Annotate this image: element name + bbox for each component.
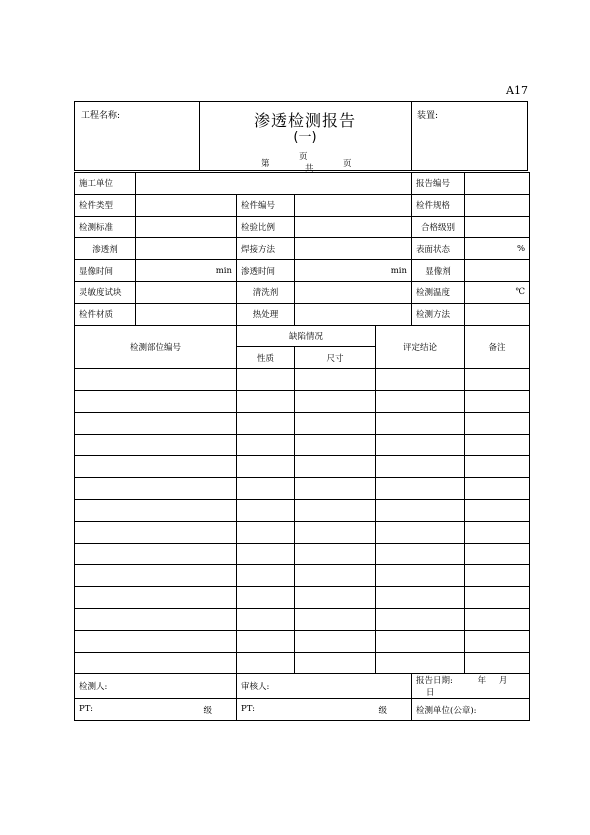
result-size-cell[interactable] (295, 652, 376, 674)
report-date-label: 报告日期: (416, 676, 453, 687)
result-row (75, 434, 530, 456)
title-cell (199, 102, 412, 174)
result-nature-cell[interactable] (237, 478, 295, 500)
result-size-cell[interactable] (295, 565, 376, 587)
result-location-cell[interactable] (75, 608, 237, 630)
report-date-cell (412, 674, 530, 699)
develop-time-label: 显像时间 (75, 260, 136, 282)
project-name-cell (75, 102, 200, 170)
result-conclusion-cell[interactable] (376, 652, 465, 674)
page-di: 第 (261, 159, 270, 169)
result-size-cell[interactable] (295, 412, 376, 434)
part-spec-label: 检件规格 (412, 194, 465, 216)
result-conclusion-cell[interactable] (376, 390, 465, 412)
result-size-cell[interactable] (295, 478, 376, 500)
result-conclusion-cell[interactable] (376, 521, 465, 543)
part-material-value[interactable] (136, 303, 237, 325)
surface-state-label: 表面状态 (412, 238, 465, 260)
date-year: 年 (477, 676, 487, 687)
report-no-label: 报告编号 (412, 173, 465, 195)
result-remark-cell[interactable] (465, 456, 530, 478)
test-unit-label: 检测单位(公章): (412, 699, 530, 721)
pt-level-2-cell (237, 699, 412, 721)
part-material-label: 检件材质 (75, 303, 136, 325)
location-no-header: 检测部位编号 (75, 325, 237, 369)
result-conclusion-cell[interactable] (376, 456, 465, 478)
level-label-2: 级 (378, 705, 388, 716)
result-remark-cell[interactable] (465, 390, 530, 412)
part-type-label: 检件类型 (75, 194, 136, 216)
result-remark-cell[interactable] (465, 652, 530, 674)
result-location-cell[interactable] (75, 390, 237, 412)
result-remark-cell[interactable] (465, 499, 530, 521)
date-month: 月 (498, 676, 508, 687)
result-row (75, 652, 530, 674)
inspection-ratio-value[interactable] (295, 216, 412, 238)
result-conclusion-cell[interactable] (376, 543, 465, 565)
penetrant-value[interactable] (136, 238, 237, 260)
pass-level-label: 合格级别 (412, 216, 465, 238)
report-subtitle: (一) (293, 130, 317, 145)
test-method-label: 检测方法 (412, 303, 465, 325)
result-nature-cell[interactable] (237, 543, 295, 565)
device-cell (411, 102, 527, 170)
size-header: 尺寸 (295, 347, 376, 369)
heat-treatment-value[interactable] (295, 303, 412, 325)
result-nature-cell[interactable] (237, 521, 295, 543)
test-method-value[interactable] (465, 303, 530, 325)
result-conclusion-cell[interactable] (376, 478, 465, 500)
test-standard-label: 检测标准 (75, 216, 136, 238)
result-location-cell[interactable] (75, 434, 237, 456)
result-remark-cell[interactable] (465, 543, 530, 565)
result-nature-cell[interactable] (237, 630, 295, 652)
result-remark-cell[interactable] (465, 565, 530, 587)
page-ye-1: 页 (299, 152, 308, 162)
part-no-value[interactable] (295, 194, 412, 216)
result-conclusion-cell[interactable] (376, 630, 465, 652)
page-gong: 共 (305, 164, 314, 174)
report-no-value[interactable] (465, 173, 530, 195)
weld-method-value[interactable] (295, 238, 412, 260)
result-conclusion-cell[interactable] (376, 608, 465, 630)
page-ye-2: 页 (343, 159, 352, 169)
remark-header: 备注 (465, 325, 530, 369)
result-row (75, 390, 530, 412)
result-size-cell[interactable] (295, 369, 376, 391)
conclusion-header: 评定结论 (376, 325, 465, 369)
surface-state-unit: % (465, 238, 530, 260)
result-size-cell[interactable] (295, 630, 376, 652)
date-day: 日 (426, 688, 435, 699)
result-conclusion-cell[interactable] (376, 369, 465, 391)
result-nature-cell[interactable] (237, 499, 295, 521)
result-size-cell[interactable] (295, 608, 376, 630)
result-location-cell[interactable] (75, 630, 237, 652)
sensitivity-block-label: 灵敏度试块 (75, 281, 136, 303)
defect-status-header: 缺陷情况 (237, 325, 376, 347)
result-remark-cell[interactable] (465, 369, 530, 391)
result-nature-cell[interactable] (237, 565, 295, 587)
result-location-cell[interactable] (75, 478, 237, 500)
penetrate-time-unit: min (295, 260, 412, 282)
result-location-cell[interactable] (75, 369, 237, 391)
construction-unit-label: 施工单位 (75, 173, 136, 195)
cleaner-label: 清洗剂 (237, 281, 295, 303)
result-size-cell[interactable] (295, 521, 376, 543)
report-header (74, 101, 528, 174)
result-row (75, 565, 530, 587)
result-row (75, 499, 530, 521)
pt-label-2: PT: (241, 703, 255, 714)
result-row (75, 369, 530, 391)
result-remark-cell[interactable] (465, 587, 530, 609)
test-temp-label: 检测温度 (412, 281, 465, 303)
result-nature-cell[interactable] (237, 390, 295, 412)
sensitivity-block-value[interactable] (136, 281, 237, 303)
result-size-cell[interactable] (295, 456, 376, 478)
weld-method-label: 焊接方法 (237, 238, 295, 260)
result-remark-cell[interactable] (465, 521, 530, 543)
form-code: A17 (506, 84, 528, 97)
project-name-label: 工程名称: (81, 111, 121, 121)
result-size-cell[interactable] (295, 587, 376, 609)
result-nature-cell[interactable] (237, 369, 295, 391)
cleaner-value[interactable] (295, 281, 412, 303)
result-location-cell[interactable] (75, 652, 237, 674)
result-nature-cell[interactable] (237, 652, 295, 674)
level-label-1: 级 (203, 705, 212, 716)
result-conclusion-cell[interactable] (376, 434, 465, 456)
result-row (75, 456, 530, 478)
pass-level-value[interactable] (465, 216, 530, 238)
part-spec-value[interactable] (465, 194, 530, 216)
result-remark-cell[interactable] (465, 412, 530, 434)
penetrant-label: 渗透剂 (75, 238, 136, 260)
inspection-ratio-label: 检验比例 (237, 216, 295, 238)
result-location-cell[interactable] (75, 499, 237, 521)
test-standard-value[interactable] (136, 216, 237, 238)
result-conclusion-cell[interactable] (376, 587, 465, 609)
result-location-cell[interactable] (75, 412, 237, 434)
result-row (75, 521, 530, 543)
result-nature-cell[interactable] (237, 608, 295, 630)
inspector-label: 检测人: (75, 674, 237, 699)
result-size-cell[interactable] (295, 543, 376, 565)
pt-label-1: PT: (79, 703, 93, 714)
reviewer-label: 审核人: (237, 674, 412, 699)
result-location-cell[interactable] (75, 456, 237, 478)
result-conclusion-cell[interactable] (376, 565, 465, 587)
result-row (75, 412, 530, 434)
report-table (74, 172, 530, 721)
developer-label: 显像剂 (412, 260, 465, 282)
result-size-cell[interactable] (295, 434, 376, 456)
result-nature-cell[interactable] (237, 412, 295, 434)
result-remark-cell[interactable] (465, 630, 530, 652)
report-title: 渗透检测报告 (253, 111, 356, 130)
part-type-value[interactable] (136, 194, 237, 216)
result-nature-cell[interactable] (237, 434, 295, 456)
result-row (75, 587, 530, 609)
nature-header: 性质 (237, 347, 295, 369)
result-remark-cell[interactable] (465, 608, 530, 630)
part-no-label: 检件编号 (237, 194, 295, 216)
test-temp-unit: ℃ (465, 281, 530, 303)
result-row (75, 478, 530, 500)
result-conclusion-cell[interactable] (376, 499, 465, 521)
result-nature-cell[interactable] (237, 587, 295, 609)
result-size-cell[interactable] (295, 390, 376, 412)
pt-level-1-cell (75, 699, 237, 721)
develop-time-unit: min (136, 260, 237, 282)
device-label: 装置: (417, 111, 439, 121)
result-row (75, 543, 530, 565)
result-conclusion-cell[interactable] (376, 412, 465, 434)
result-location-cell[interactable] (75, 521, 237, 543)
result-remark-cell[interactable] (465, 434, 530, 456)
construction-unit-value[interactable] (136, 173, 412, 195)
result-remark-cell[interactable] (465, 478, 530, 500)
result-location-cell[interactable] (75, 587, 237, 609)
developer-value[interactable] (465, 260, 530, 282)
result-row (75, 608, 530, 630)
result-size-cell[interactable] (295, 499, 376, 521)
heat-treatment-label: 热处理 (237, 303, 295, 325)
penetrate-time-label: 渗透时间 (237, 260, 295, 282)
result-row (75, 630, 530, 652)
result-nature-cell[interactable] (237, 456, 295, 478)
result-location-cell[interactable] (75, 565, 237, 587)
result-location-cell[interactable] (75, 543, 237, 565)
